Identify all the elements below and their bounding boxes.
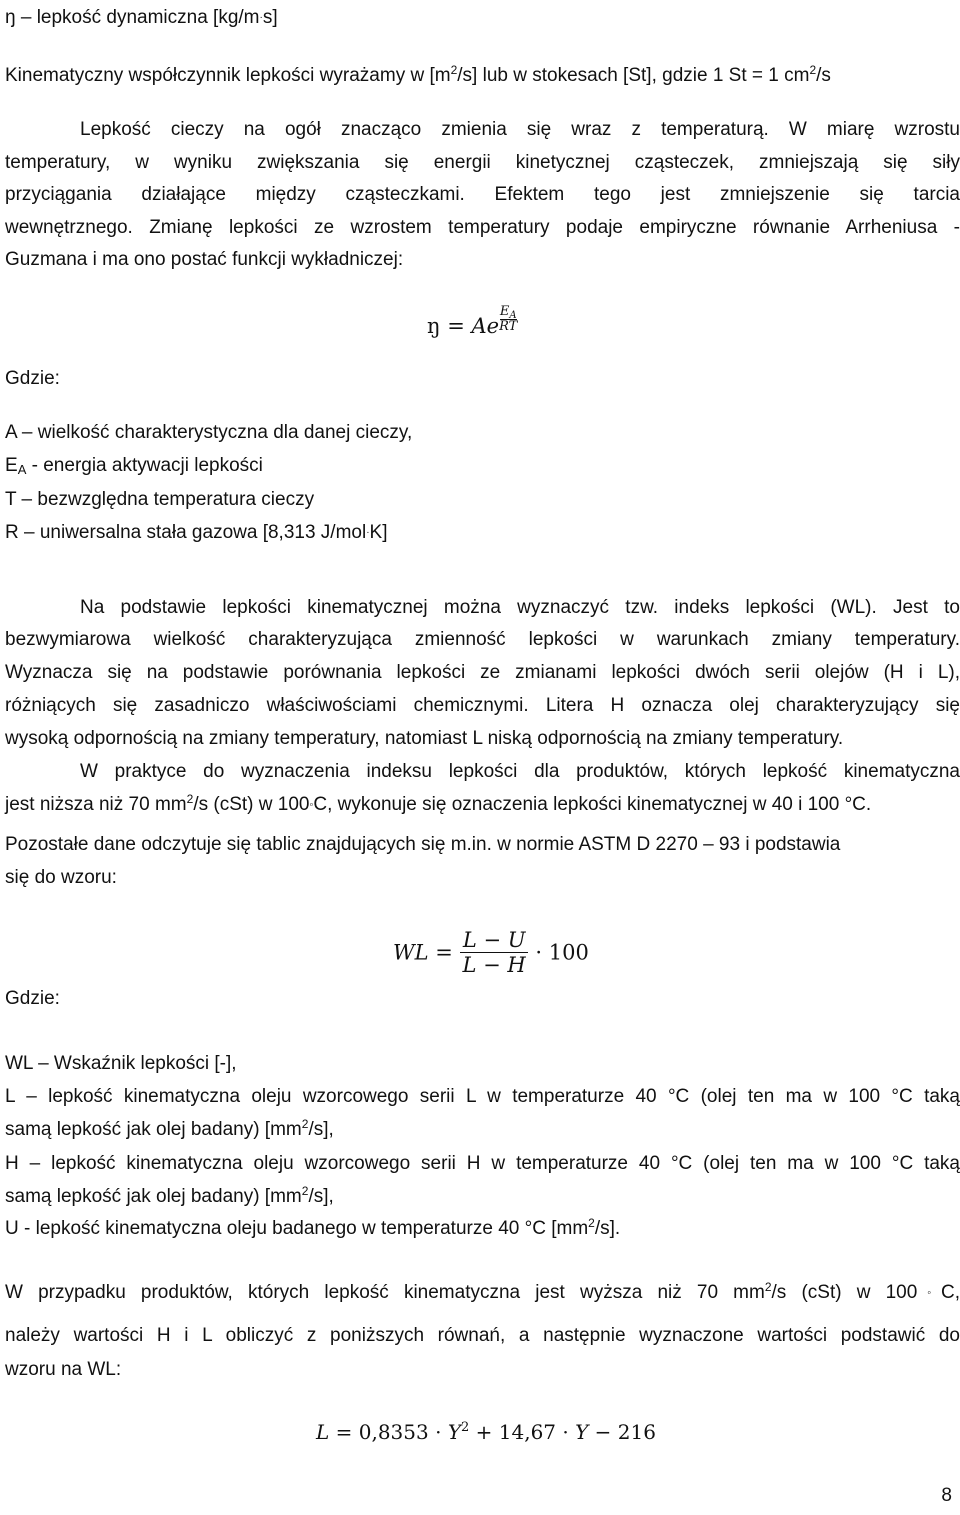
paragraph-line: Wyznacza się na podstawie porównania lepkości ze zmianami lepkości dwóch serii olejów (H i L), [5, 662, 960, 683]
definition-U: U - lepkość kinematyczna oleju badanego w temperaturze 40 °C $[mm^2/s]$. [5, 1216, 621, 1239]
definition-WL: WL – Wskaźnik lepkości [-], [5, 1053, 237, 1074]
paragraph-line: należy wartości H i L obliczyć z poniższych równań, a następnie wyznaczone wartości podstawić do [5, 1325, 960, 1346]
definition-H: H – lepkość kinematyczna oleju wzorcowego serii H w temperaturze 40 °C (olej ten ma w 100 °C taką [5, 1153, 960, 1174]
definition-R: R – uniwersalna stała gazowa [8,313 J/mol·K] [5, 522, 388, 543]
paragraph-line: temperatury, w wyniku zwiększania się energii kinetycznej cząsteczek, zmniejszają się siły [5, 152, 960, 173]
arrhenius-equation: ŋ = Ae $\frac{E_A}{RT}$ [427, 304, 518, 338]
paragraph-line: się do wzoru: [5, 867, 117, 888]
paragraph-line: Pozostałe dane odczytuje się tablic znajdujących się m.in. w normie ASTM D 2270 – 93 i podstawia [5, 834, 841, 855]
kinematic-viscosity-units: Kinematyczny współczynnik lepkości wyrażamy w $[m^2/s]$ lub w stokesach [St], gdzie 1 St = 1 $cm^2/s$ [5, 63, 831, 86]
paragraph-line: przyciągania działające między cząsteczkami. Efektem tego jest zmniejszenie się tarcia [5, 184, 960, 205]
gdzie-label: Gdzie: [5, 988, 60, 1009]
paragraph-line: Guzmana i ma ono postać funkcji wykładniczej: [5, 249, 404, 270]
L-equation: $L = 0,8353 \cdot Y^2 + 14,67 \cdot Y - 216$ [316, 1420, 656, 1444]
paragraph-line: wysoką odpornością na zmiany temperatury, natomiast L niską odpornością na zmiany temperatury. [5, 728, 844, 749]
paragraph-line: W praktyce do wyznaczenia indeksu lepkości dla produktów, których lepkość kinematyczna [80, 761, 960, 782]
definition-L-cont: samą lepkość jak olej badany) $[mm^2/s]$, [5, 1117, 334, 1140]
paragraph-line: wewnętrznego. Zmianę lepkości ze wzrostem temperatury podaje empiryczne równanie Arrheniusa - [5, 217, 960, 238]
paragraph-line: Lepkość cieczy na ogół znacząco zmienia się wraz z temperaturą. W miarę wzrostu [80, 119, 960, 140]
definition-L: L – lepkość kinematyczna oleju wzorcowego serii L w temperaturze 40 °C (olej ten ma w 100 °C taką [5, 1086, 960, 1107]
paragraph-line: różniących się zasadniczo właściwościami chemicznymi. Litera H oznacza olej charakteryzujący się [5, 695, 960, 716]
viscosity-index-formula: WL = $\frac{L - U}{L - H}$ · 100 [393, 928, 589, 977]
paragraph-line: W przypadku produktów, których lepkość kinematyczna jest wyższa niż 70 $mm^2/s$ (cSt) w 100◦C, [5, 1280, 960, 1303]
paragraph-line: wzoru na WL: [5, 1359, 122, 1380]
definition-dynamic-viscosity: ŋ – lepkość dynamiczna [kg/m·s] [5, 7, 278, 28]
definition-H-cont: samą lepkość jak olej badany) $[mm^2/s]$, [5, 1184, 334, 1207]
paragraph-line: jest niższa niż 70 $mm^2/s$ (cSt) w 100◦C, wykonuje się oznaczenia lepkości kinematycznej w 40 i 100 °C. [5, 792, 872, 815]
definition-EA: $E_A$ - energia aktywacji lepkości [5, 455, 263, 477]
definition-A: A – wielkość charakterystyczna dla danej cieczy, [5, 422, 413, 443]
page-number: 8 [941, 1485, 952, 1506]
definition-T: T – bezwzględna temperatura cieczy [5, 489, 315, 510]
gdzie-label: Gdzie: [5, 368, 60, 389]
paragraph-line: Na podstawie lepkości kinematycznej można wyznaczyć tzw. indeks lepkości (WL). Jest to [80, 597, 960, 618]
paragraph-line: bezwymiarowa wielkość charakteryzująca zmienność lepkości w warunkach zmiany temperatury. [5, 629, 960, 650]
